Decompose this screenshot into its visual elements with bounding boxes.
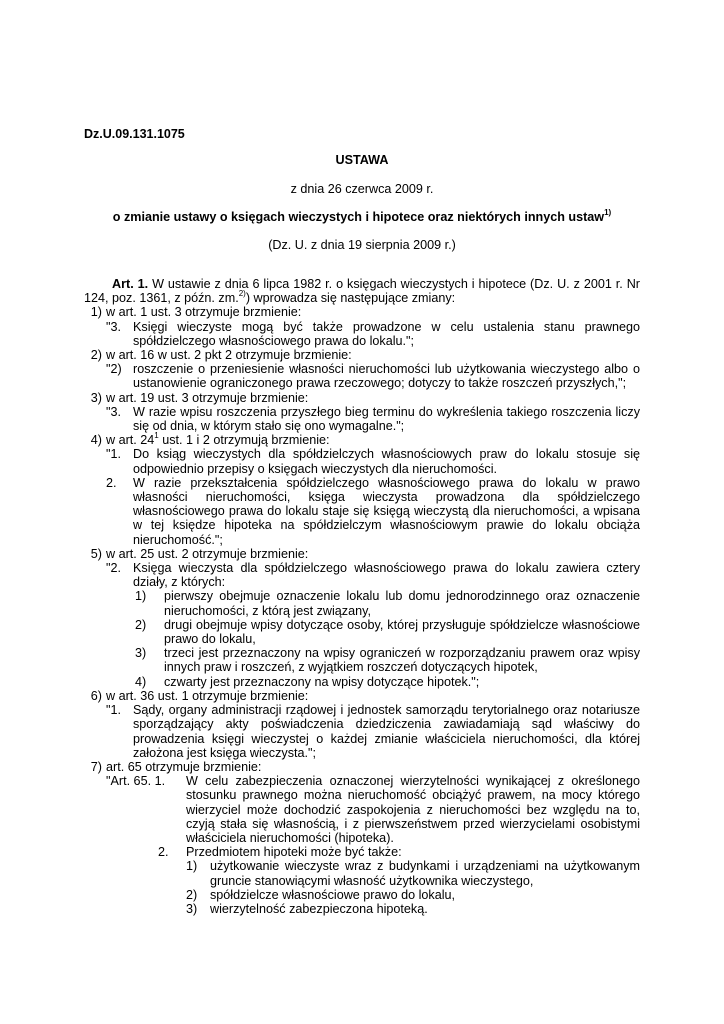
list-item bbox=[84, 305, 640, 319]
list-item bbox=[84, 348, 640, 362]
provision-number: "3. bbox=[106, 404, 121, 419]
journal-reference: Dz.U.09.131.1075 bbox=[84, 127, 185, 141]
point-number: 4) bbox=[135, 674, 147, 689]
item-number: 4) bbox=[90, 433, 102, 448]
quoted-article-65 bbox=[84, 774, 640, 845]
item-number: 5) bbox=[90, 546, 102, 561]
quoted-provision bbox=[84, 703, 640, 760]
point-number: 3) bbox=[186, 901, 198, 916]
provision-text: W celu zabezpieczenia oznaczonej wierzytelności wynikającej z określonego stosunku prawnego można nieruchomość obciążyć prawem, na mocy którego wierzyciel może dochodzić zaspokojenia z nieruchomości bez względu na to, czyją stała się własnością, i z pierwszeństwem przed wierzycielami osobistymi właściciela nieruchomości (hipoteka). bbox=[186, 774, 640, 845]
provision-point bbox=[84, 888, 640, 902]
list-item bbox=[84, 391, 640, 405]
document-date: z dnia 26 czerwca 2009 r. bbox=[290, 182, 434, 196]
quoted-provision bbox=[84, 476, 640, 547]
intro-text: W ustawie z dnia 6 lipca 1982 r. o księgach wieczystych i hipotece (Dz. U. z 2001 r. Nr 124, poz. 1361, z późn. zm. bbox=[84, 277, 640, 306]
item-text: w art. 25 ust. 2 otrzymuje brzmienie: bbox=[106, 546, 309, 561]
item-text: art. 65 otrzymuje brzmienie: bbox=[106, 759, 262, 774]
point-text: trzeci jest przeznaczony na wpisy ograniczeń w rozporządzaniu prawem oraz wpisy innych praw i roszczeń, z wyjątkiem roszczeń dotyczących hipotek, bbox=[164, 646, 640, 675]
footnote-marker: 1) bbox=[604, 208, 612, 217]
list-item bbox=[84, 689, 640, 703]
article-label: Art. 1. bbox=[112, 277, 149, 291]
point-number: 1) bbox=[186, 859, 198, 874]
list-item bbox=[84, 760, 640, 774]
document-subtitle bbox=[84, 210, 640, 224]
quoted-provision bbox=[84, 362, 640, 390]
provision-point bbox=[84, 646, 640, 674]
document-title: USTAWA bbox=[335, 153, 389, 167]
quoted-provision bbox=[84, 561, 640, 589]
publication-info: (Dz. U. z dnia 19 sierpnia 2009 r.) bbox=[268, 238, 456, 252]
point-number: 2) bbox=[186, 887, 198, 902]
provision-point bbox=[84, 675, 640, 689]
provision-text: Księgi wieczyste mogą być także prowadzone w celu ustalenia stanu prawnego spółdzielczego własnościowego prawa do lokalu."; bbox=[133, 319, 640, 348]
list-item bbox=[84, 547, 640, 561]
provision-number: 2. bbox=[158, 845, 169, 860]
provision-number: "1. bbox=[106, 447, 121, 462]
point-text: spółdzielcze własnościowe prawo do lokalu, bbox=[210, 887, 456, 902]
provision-text: W razie wpisu roszczenia przyszłego bieg terminu do wykreślenia takiego roszczenia liczy się od dnia, w którym stało się ono wymagalne."; bbox=[133, 404, 640, 434]
provision-point bbox=[84, 618, 640, 646]
subtitle-text: o zmianie ustawy o księgach wieczystych i hipotece oraz niektórych innych ustaw bbox=[112, 210, 605, 224]
provision-number: 2. bbox=[106, 475, 117, 490]
list-item bbox=[84, 433, 640, 447]
point-number: 3) bbox=[135, 646, 147, 661]
provision-number: "2. bbox=[106, 561, 121, 576]
quoted-provision bbox=[84, 320, 640, 348]
item-text: w art. 16 w ust. 2 pkt 2 otrzymuje brzmienie: bbox=[106, 348, 352, 363]
provision-number: "Art. 65. 1. bbox=[106, 774, 166, 789]
item-number: 3) bbox=[90, 390, 102, 405]
provision-text: Księga wieczysta dla spółdzielczego własnościowego prawa do lokalu zawiera cztery działy, z których: bbox=[133, 561, 640, 590]
article-intro bbox=[84, 277, 640, 305]
item-text-end: ust. 1 i 2 otrzymują brzmienie: bbox=[158, 433, 330, 448]
provision-text: roszczenie o przeniesienie własności nieruchomości lub użytkowania wieczystego albo o ustanowienie ograniczonego prawa rzeczowego; dotyczy to także roszczeń przyszłych,"; bbox=[133, 362, 640, 391]
superscript: 1 bbox=[154, 431, 159, 441]
item-number: 1) bbox=[90, 305, 102, 320]
item-text: w art. 19 ust. 3 otrzymuje brzmienie: bbox=[106, 390, 309, 405]
provision-text: Sądy, organy administracji rządowej i jednostek samorządu terytorialnego oraz notariusze sporządzający akty poświadczenia dziedziczenia zawiadamiają sąd właściwy do prowadzenia księgi wieczystej o każdej zmianie właściciela nieruchomości, dla której założona jest księga wieczysta."; bbox=[133, 703, 640, 760]
point-text: wierzytelność zabezpieczona hipoteką. bbox=[210, 901, 428, 916]
intro-text-end: ) wprowadza się następujące zmiany: bbox=[245, 291, 456, 306]
provision-number: "3. bbox=[106, 319, 121, 334]
point-number: 2) bbox=[135, 617, 147, 632]
item-number: 2) bbox=[90, 348, 102, 363]
point-text: użytkowanie wieczyste wraz z budynkami i urządzeniami na użytkowanym gruncie stanowiącymi własność użytkownika wieczystego, bbox=[210, 859, 640, 888]
item-number: 7) bbox=[90, 759, 102, 774]
provision-point bbox=[84, 902, 640, 916]
quoted-provision bbox=[84, 447, 640, 475]
point-text: czwarty jest przeznaczony na wpisy dotyczące hipotek."; bbox=[164, 674, 480, 689]
quoted-provision bbox=[84, 845, 640, 859]
item-text: w art. 24 bbox=[106, 433, 155, 448]
article-body bbox=[84, 277, 640, 916]
quoted-provision bbox=[84, 405, 640, 433]
item-text: w art. 1 ust. 3 otrzymuje brzmienie: bbox=[106, 305, 302, 320]
provision-point bbox=[84, 589, 640, 617]
point-text: pierwszy obejmuje oznaczenie lokalu lub domu jednorodzinnego oraz oznaczenie nieruchomości, z którą jest związany, bbox=[164, 589, 640, 618]
provision-text: Przedmiotem hipoteki może być także: bbox=[186, 845, 402, 860]
point-number: 1) bbox=[135, 589, 147, 604]
provision-point bbox=[84, 859, 640, 887]
item-text: w art. 36 ust. 1 otrzymuje brzmienie: bbox=[106, 688, 309, 703]
point-text: drugi obejmuje wpisy dotyczące osoby, której przysługuje spółdzielcze własnościowe prawo do lokalu, bbox=[164, 617, 640, 647]
provision-number: "1. bbox=[106, 703, 121, 718]
provision-text: Do ksiąg wieczystych dla spółdzielczych własnościowych praw do lokalu stosuje się odpowiednio przepisy o księgach wieczystych dla nieruchomości. bbox=[133, 447, 640, 476]
provision-text: W razie przekształcenia spółdzielczego własnościowego prawa do lokalu w prawo własności nieruchomości, księga wieczysta prowadzona dla spółdzielczego własnościowego prawa do lokalu staje się księgą wieczystą dla nieruchomości, a wpisana w tej księdze hipoteka na spółdzielczym własnościowym prawie do lokalu obciąża nieruchomość."; bbox=[133, 475, 640, 547]
provision-number: "2) bbox=[106, 362, 122, 377]
footnote-marker: 2) bbox=[238, 289, 246, 299]
item-number: 6) bbox=[90, 688, 102, 703]
